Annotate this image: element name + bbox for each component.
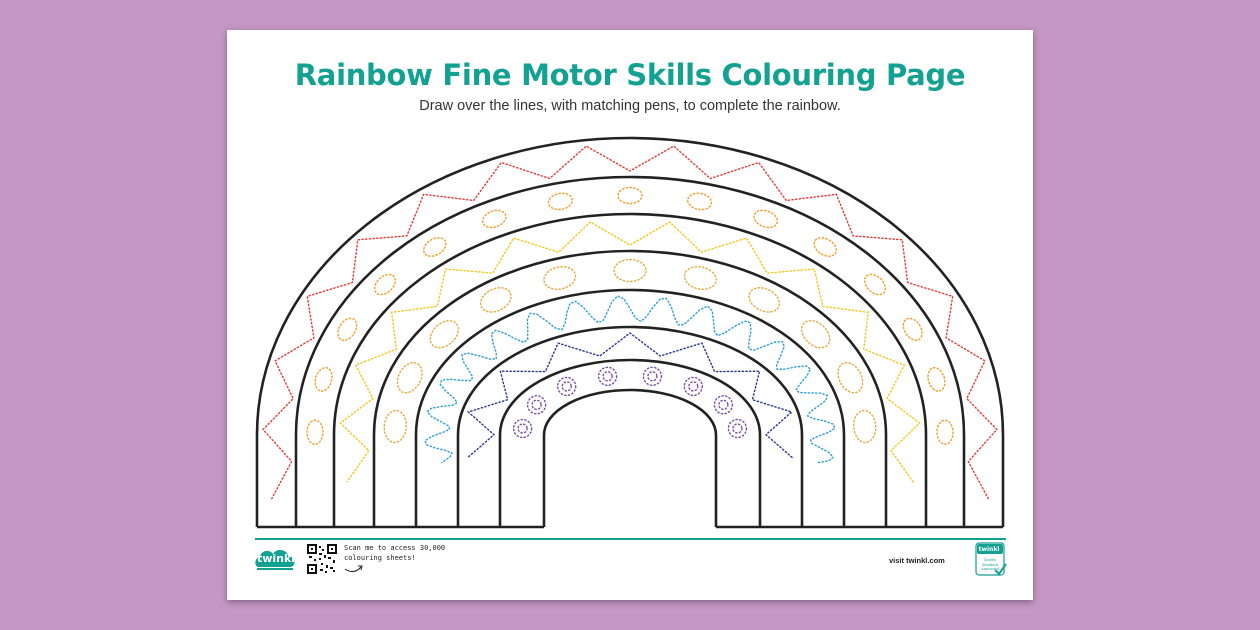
- violet-band-spiral-ring: [514, 420, 532, 438]
- violet-band-spiral-core: [532, 400, 541, 409]
- violet-band-spiral-ring: [528, 396, 546, 414]
- violet-band-spiral-core: [518, 424, 527, 433]
- green-band-shape: [542, 264, 578, 292]
- green-band-shape: [853, 410, 877, 444]
- indigo-band: [468, 333, 792, 457]
- worksheet-page: [227, 30, 1033, 600]
- violet-band-spiral-core: [733, 424, 742, 433]
- rainbow-outline-3: [334, 214, 926, 527]
- orange-band-shape: [371, 270, 399, 298]
- indigo-band-zigzag: [468, 333, 792, 457]
- green-band-shape: [682, 264, 718, 292]
- blue-band: [425, 296, 835, 463]
- scan-instructions: Scan me to access 30,000 colouring sheets!: [344, 544, 446, 562]
- green-band-shape: [833, 358, 867, 397]
- rainbow-outline-8: [544, 390, 716, 527]
- orange-band-shape: [686, 191, 712, 211]
- badge-logo-text: twinkl: [978, 546, 1000, 553]
- violet-band-spiral: [684, 377, 702, 395]
- violet-band-spiral-core: [689, 382, 698, 391]
- green-band-shape: [383, 410, 407, 444]
- page-title: Rainbow Fine Motor Skills Colouring Page: [294, 58, 966, 92]
- orange-band-shape: [480, 207, 508, 230]
- blue-band-wave: [425, 296, 835, 463]
- visit-link-text: visit twinkl.com: [889, 556, 945, 565]
- orange-band-shape: [547, 191, 573, 211]
- orange-band-shape: [307, 420, 323, 444]
- badge-caption: Quality Standard Approved: [981, 558, 999, 571]
- footer-divider: [255, 538, 1006, 540]
- orange-band-shape: [937, 420, 953, 444]
- qr-code: [307, 544, 337, 574]
- green-band-shape: [477, 283, 515, 317]
- violet-band-spiral-core: [562, 382, 571, 391]
- orange-band-shape: [334, 315, 360, 344]
- orange-band-shape: [312, 366, 334, 394]
- rainbow-outline-7: [500, 360, 760, 527]
- rainbow-outline-6: [458, 327, 802, 527]
- orange-band-shape: [752, 207, 780, 230]
- violet-band-spiral: [599, 367, 617, 385]
- violet-band-spiral-core: [648, 372, 657, 381]
- violet-band-spiral: [714, 396, 732, 414]
- violet-band-spiral-ring: [558, 377, 576, 395]
- logo-text: twinkl: [256, 552, 296, 565]
- curved-arrow-icon: [344, 563, 366, 575]
- green-band-shape: [745, 283, 783, 317]
- green-band: [383, 260, 877, 444]
- orange-band-shape: [420, 234, 449, 260]
- orange-band: [307, 188, 953, 445]
- orange-band-shape: [925, 366, 947, 394]
- violet-band-spiral: [558, 377, 576, 395]
- yellow-band: [340, 222, 919, 482]
- page-subtitle: Draw over the lines, with matching pens, to complete the rainbow.: [419, 98, 841, 114]
- violet-band-spiral-core: [719, 400, 728, 409]
- rainbow-outline-2: [296, 177, 964, 527]
- twinkl-logo: [253, 545, 299, 575]
- violet-band-spiral-ring: [728, 420, 746, 438]
- rainbow-drawing: [227, 30, 1033, 540]
- violet-band-spiral-ring: [599, 367, 617, 385]
- violet-band-spiral: [514, 420, 532, 438]
- orange-band-shape: [861, 270, 889, 298]
- violet-band-spiral: [528, 396, 546, 414]
- violet-band-spiral: [643, 367, 661, 385]
- violet-band-spiral-ring: [684, 377, 702, 395]
- violet-band-spiral: [728, 420, 746, 438]
- violet-band-spiral-ring: [714, 396, 732, 414]
- violet-band-spiral-core: [603, 372, 612, 381]
- green-band-shape: [614, 260, 646, 282]
- violet-band-spiral-ring: [643, 367, 661, 385]
- orange-band-shape: [899, 315, 925, 344]
- orange-band-shape: [811, 234, 840, 260]
- orange-band-shape: [618, 188, 642, 204]
- yellow-band-zigzag: [340, 222, 919, 482]
- green-band-shape: [392, 358, 426, 397]
